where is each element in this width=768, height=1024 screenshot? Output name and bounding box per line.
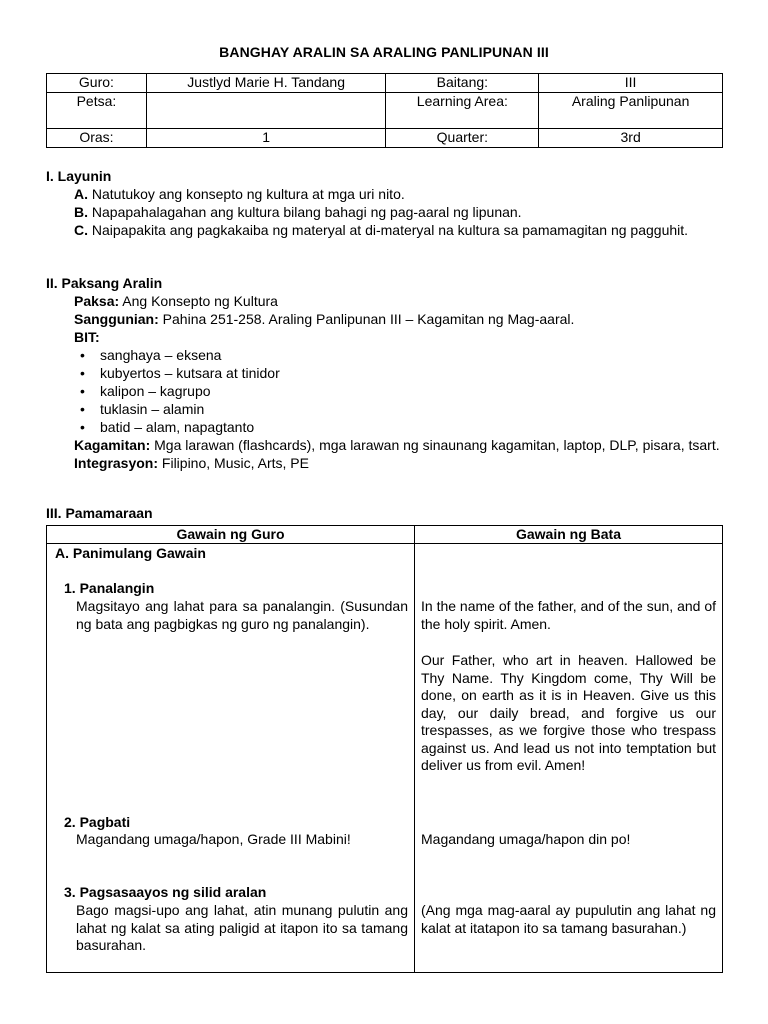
- integrasyon-value: Filipino, Music, Arts, PE: [161, 455, 309, 471]
- info-table: [46, 73, 723, 148]
- guro-value: Justlyd Marie H. Tandang: [146, 74, 386, 93]
- quarter-label: Quarter:: [386, 129, 539, 148]
- kagamitan-line: [46, 436, 723, 454]
- paksang-aralin-section: [46, 274, 723, 472]
- layunin-heading: I. Layunin: [46, 168, 112, 184]
- sanggunian-line: [46, 310, 723, 328]
- info-row: [47, 93, 723, 129]
- header-divider: [47, 543, 722, 544]
- learning-area-label: Learning Area:: [386, 93, 539, 129]
- panalangin-title: 1. Panalangin: [64, 580, 155, 596]
- list-item: • kalipon – kagrupo: [100, 382, 723, 400]
- objective-item: [46, 203, 723, 221]
- kagamitan-label: Kagamitan:: [74, 437, 151, 453]
- pagbati-title: 2. Pagbati: [64, 814, 131, 830]
- baitang-value: III: [539, 74, 723, 93]
- col-header-guro: Gawain ng Guro: [176, 526, 285, 542]
- panalangin-bata-text-1: In the name of the father, and of the sun, and of the holy spirit. Amen.: [421, 598, 716, 632]
- paksang-heading: II. Paksang Aralin: [46, 275, 163, 291]
- col-header-bata: Gawain ng Bata: [515, 526, 622, 542]
- pamamaraan-heading: III. Pamamaraan: [46, 505, 153, 521]
- pagbati-bata-text: Magandang umaga/hapon din po!: [421, 831, 631, 847]
- bit-label: BIT:: [74, 329, 100, 345]
- layunin-section: [46, 167, 723, 239]
- paksa-value: Ang Konsepto ng Kultura: [122, 293, 278, 309]
- pagsasaayos-guro-text: Bago magsi-upo ang lahat, atin munang pulutin ang lahat ng kalat sa ating paligid at itapon ito sa tamang basurahan.: [76, 902, 408, 953]
- section-a-title: A. Panimulang Gawain: [55, 545, 206, 561]
- guro-label: Guro:: [47, 74, 147, 93]
- info-row: [47, 74, 723, 93]
- panalangin-guro-text: Magsitayo ang lahat para sa panalangin. (Susundan ng bata ang pagbigkas ng guro ng panalangin).: [76, 598, 408, 632]
- paksa-label: Paksa:: [74, 293, 120, 309]
- petsa-value: [146, 93, 386, 129]
- panalangin-bata-text-2: Our Father, who art in heaven. Hallowed be Thy Name. Thy Kingdom come, Thy Will be done, on earth as it is in Heaven. Give us this day, our daily bread, and forgive us our trespasses, as we forgive those who trespass against us. And lead us not into temptation but deliver us from evil. Amen!: [421, 652, 716, 773]
- baitang-label: Baitang:: [386, 74, 539, 93]
- paksa-line: [46, 292, 723, 310]
- column-divider: [414, 526, 415, 972]
- integrasyon-line: [46, 454, 723, 472]
- sanggunian-value: Pahina 251-258. Araling Panlipunan III – Kagamitan ng Mag-aaral.: [162, 311, 575, 327]
- list-item: • tuklasin – alamin: [100, 400, 723, 418]
- petsa-label: Petsa:: [47, 93, 147, 129]
- oras-value: 1: [146, 129, 386, 148]
- pamamaraan-table: [46, 525, 723, 973]
- oras-label: Oras:: [47, 129, 147, 148]
- bit-list: [46, 346, 723, 436]
- objective-letter: A.: [74, 186, 88, 202]
- objective-text: Napapahalagahan ang kultura bilang bahagi ng pag-aaral ng lipunan.: [91, 204, 522, 220]
- objective-letter: C.: [74, 222, 88, 238]
- pagsasaayos-bata-text: (Ang mga mag-aaral ay pupulutin ang lahat ng kalat at itatapon ito sa tamang basurahan.): [421, 902, 716, 936]
- pagsasaayos-title: 3. Pagsasaayos ng silid aralan: [64, 884, 267, 900]
- objective-letter: B.: [74, 204, 88, 220]
- objective-text: Naipapakita ang pagkakaiba ng materyal at di-materyal na kultura sa pamamagitan ng pagguhit.: [91, 222, 689, 238]
- pagbati-guro-text: Magandang umaga/hapon, Grade III Mabini!: [76, 831, 351, 847]
- objective-item: [46, 185, 723, 203]
- list-item: • batid – alam, napagtanto: [100, 418, 723, 436]
- quarter-value: 3rd: [539, 129, 723, 148]
- info-row: [47, 129, 723, 148]
- list-item: • sanghaya – eksena: [100, 346, 723, 364]
- bit-line: [46, 328, 723, 346]
- integrasyon-label: Integrasyon:: [74, 455, 159, 471]
- kagamitan-value: Mga larawan (flashcards), mga larawan ng sinaunang kagamitan, laptop, DLP, pisara, tsart.: [154, 437, 720, 453]
- objective-text: Natutukoy ang konsepto ng kultura at mga uri nito.: [91, 186, 405, 202]
- document-title: BANGHAY ARALIN SA ARALING PANLIPUNAN III: [219, 44, 549, 60]
- list-item: • kubyertos – kutsara at tinidor: [100, 364, 723, 382]
- learning-area-value: Araling Panlipunan: [539, 93, 723, 129]
- objective-item: [46, 221, 723, 239]
- sanggunian-label: Sanggunian:: [74, 311, 159, 327]
